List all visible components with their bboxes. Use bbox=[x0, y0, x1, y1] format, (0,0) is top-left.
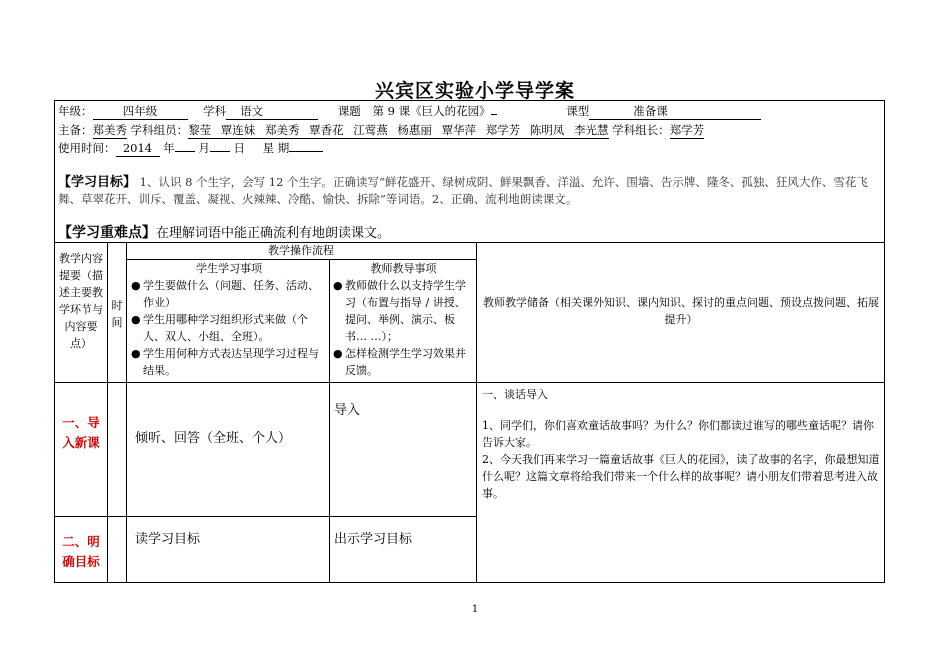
student-column-header bbox=[131, 260, 327, 379]
col-border-3 bbox=[329, 259, 330, 583]
section-goals: 二、明确目标 bbox=[62, 534, 100, 569]
leader-value: 郑学芳 bbox=[669, 123, 705, 137]
key-points-text: 在理解词语中能正确流利有地朗读课文。 bbox=[156, 226, 391, 241]
col-border-2 bbox=[126, 242, 127, 583]
header-time: 时间 bbox=[111, 299, 123, 329]
col-border-4 bbox=[476, 242, 477, 583]
teacher-item: ● 教师做什么以支持学生学习（布置与指导 / 讲授、提问、举例、演示、板书… …）； bbox=[333, 279, 466, 343]
teacher-column-header bbox=[333, 260, 474, 379]
student-item: ● 学生用何种方式表达呈现学习过程与结果。 bbox=[131, 347, 319, 377]
leader-label: 学科组长： bbox=[612, 123, 670, 137]
teacher-task-intro: 导入 bbox=[334, 403, 361, 418]
goals-text: 1、认识 8 个生字，会写 12 个生字。正确读写“鲜花盛开、绿树成阴、鲜果飘香、洋溢、允许、围墙、告示牌、隆冬、孤独、狂风大作、雪花飞舞、草翠花开、训斥、覆盖、凝视、火辣辣、冷酷、愉快、拆除”等词语。2、正确、流利地朗读课文。 bbox=[58, 175, 868, 206]
teacher-item: ● 怎样检测学生学习效果并反馈。 bbox=[333, 347, 466, 377]
prep-intro bbox=[482, 386, 880, 502]
page-number: 1 bbox=[471, 604, 479, 615]
year-value: 2014 bbox=[116, 141, 160, 157]
key-points bbox=[58, 224, 390, 243]
type-value: 准备课 bbox=[589, 104, 761, 120]
student-item: ● 学生用哪种学习组织形式来做（个人、双人、小组、全班）。 bbox=[131, 313, 308, 343]
prep-intro-line: 1、同学们，你们喜欢童话故事吗？为什么？你们都读过谁写的哪些童话呢？请你告诉大家。 bbox=[482, 419, 874, 449]
header-line-3 bbox=[58, 141, 323, 157]
student-header-label: 学生学习事项 bbox=[196, 262, 262, 275]
teacher-header-label: 教师教导事项 bbox=[370, 262, 437, 275]
goals-heading: 【学习目标】 bbox=[58, 175, 137, 190]
subject-value: 语文 bbox=[226, 104, 318, 120]
lesson-value: 第 9 课《巨人的花园》 bbox=[372, 104, 491, 118]
table-header-bottom-border bbox=[54, 382, 885, 383]
section-intro: 一、导入新课 bbox=[62, 415, 100, 450]
row-divider bbox=[54, 516, 476, 517]
teacher-task-goals: 出示学习目标 bbox=[334, 532, 413, 547]
header-flow: 教学操作流程 bbox=[268, 244, 334, 257]
header-content-summary: 教学内容提要（描述主要教学环节与内容要点） bbox=[59, 252, 103, 350]
student-task-intro: 倾听、回答（全班、个人） bbox=[135, 431, 292, 446]
week-label: 星 期 bbox=[262, 141, 290, 155]
year-unit: 年 bbox=[163, 141, 175, 155]
student-task-goals: 读学习目标 bbox=[135, 532, 201, 547]
subject-label: 学科 bbox=[203, 104, 227, 118]
col-border-1 bbox=[107, 242, 108, 583]
day-unit: 日 bbox=[233, 141, 245, 155]
grade-label: 年级： bbox=[58, 104, 93, 118]
header-line-2 bbox=[58, 123, 704, 139]
lead-label: 主备： bbox=[58, 123, 93, 137]
learning-goals bbox=[58, 174, 880, 208]
month-unit: 月 bbox=[198, 141, 210, 155]
grade-value: 四年级 bbox=[93, 104, 188, 120]
key-points-heading: 【学习重难点】 bbox=[58, 225, 156, 241]
lesson-label: 课题 bbox=[337, 104, 361, 118]
page-title: 兴宾区实验小学导学案 bbox=[374, 80, 575, 102]
time-label: 使用时间： bbox=[58, 141, 116, 155]
prep-intro-line: 2、今天我们再来学习一篇童话故事《巨人的花园》，读了故事的名字，你最想知道什么呢？这篇文章将给我们带来一个什么样的故事呢？请小朋友们带着思考进入故事。 bbox=[482, 453, 880, 500]
prep-intro-title: 一、谈话导入 bbox=[482, 388, 548, 401]
student-item: ● 学生要做什么（问题、任务、活动、作业） bbox=[131, 279, 319, 309]
team-value: 黎莹 覃连妹 郑美秀 覃香花 江莺燕 杨惠丽 覃华萍 郑学芳 陈明凤 李光慧 bbox=[188, 123, 609, 137]
lead-value: 郑美秀 bbox=[92, 123, 127, 137]
type-label: 课型 bbox=[566, 104, 590, 118]
header-line-1 bbox=[58, 104, 761, 120]
prep-column-header: 教师教学储备（相关课外知识、课内知识、探讨的重点问题、预设点拨问题、拓展提升） bbox=[483, 296, 879, 326]
team-label: 学科组员： bbox=[130, 123, 189, 137]
